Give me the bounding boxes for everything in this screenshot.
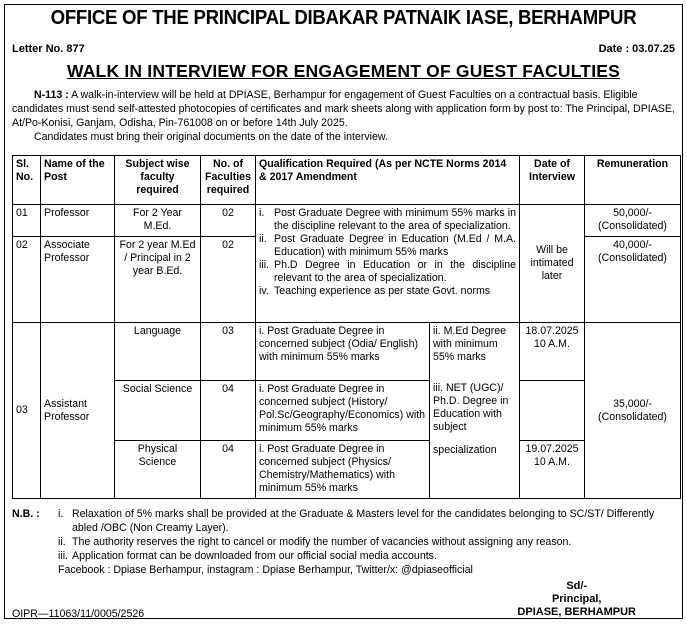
row3-q1-social: i. Post Graduate Degree in concerned subject (History/ Pol.Sc/Geography/Economics) with minimum 55% marks bbox=[256, 381, 430, 441]
row1-faculties: 02 bbox=[201, 205, 256, 237]
intro-text: A walk-in-interview will be held at DPIASE, Berhampur for engagement of Guest Faculties on a contractual basis. Eligible candidates must send self-attested photocopies of certificates and mark sheets along with application form by post to: The Principal, DPIASE, At/Po-Konisi, Ganjam, Odisha, Pin-761008 on or before 14th July 2025. bbox=[12, 89, 675, 129]
note-item: ii. The authority reserves the right to cancel or modify the number of vacancies without assigning any reason. bbox=[58, 536, 572, 548]
row3-date-social bbox=[520, 381, 585, 441]
letter-date: Date : 03.07.25 bbox=[598, 43, 675, 55]
row3-sl: 03 bbox=[13, 323, 41, 499]
header-date: Date of Interview bbox=[520, 156, 585, 205]
office-title: OFFICE OF THE PRINCIPAL DIBAKAR PATNAIK IASE, BERHAMPUR bbox=[50, 7, 637, 29]
row3-date-physical: 19.07.2025 10 A.M. bbox=[520, 441, 585, 499]
row3-post: Assistant Professor bbox=[41, 323, 115, 499]
row1-sl: 01 bbox=[13, 205, 41, 237]
qual-item: iii. Ph.D Degree in Education or in the discipline relevant to the area of specialization. bbox=[259, 259, 516, 284]
signature-block bbox=[517, 580, 636, 619]
row3-faculties-physical: 04 bbox=[201, 441, 256, 499]
row2-post: Associate Professor bbox=[41, 237, 115, 323]
row2-remuneration: 40,000/- (Consolidated) bbox=[585, 237, 681, 323]
qualification-list bbox=[256, 205, 520, 323]
note-item: iii. Application format can be downloaded from our official social media accounts. bbox=[58, 550, 437, 562]
intro-ref: N-113 : bbox=[34, 89, 69, 101]
row3-remuneration: 35,000/- (Consolidated) bbox=[585, 323, 681, 499]
row2-subject: For 2 year M.Ed / Principal in 2 year B.Ed. bbox=[115, 237, 201, 323]
letter-number: Letter No. 877 bbox=[12, 43, 85, 55]
note-item: N.B. : i. Relaxation of 5% marks shall be provided at the Graduate & Masters level for the candidates belonging to SC/ST/ Differently abled /OBC (Non Creamy Layer). bbox=[12, 508, 655, 534]
row3-common-q2: ii. M.Ed Degree with minimum 55% marks bbox=[433, 325, 507, 363]
header-post: Name of the Post bbox=[41, 156, 115, 205]
qual-item: ii. Post Graduate Degree in Education (M.Ed / M.A. Education) with minimum 55% marks bbox=[259, 233, 516, 258]
row2-sl: 02 bbox=[13, 237, 41, 323]
header-faculties: No. of Faculties required bbox=[201, 156, 256, 205]
header-qualification: Qualification Required (As per NCTE Norms 2014 & 2017 Amendment bbox=[256, 156, 520, 205]
notice-heading: WALK IN INTERVIEW FOR ENGAGEMENT OF GUEST FACULTIES bbox=[66, 61, 621, 81]
notes-block bbox=[12, 507, 677, 577]
row3-faculties-language: 03 bbox=[201, 323, 256, 381]
row3-subject-physical: Physical Science bbox=[115, 441, 201, 499]
advertisement-page bbox=[4, 4, 683, 619]
row1-subject: For 2 Year M.Ed. bbox=[115, 205, 201, 237]
footer-ref: OIPR—11063/11/0005/2526 bbox=[12, 608, 145, 620]
intro-paragraph bbox=[12, 88, 675, 144]
row3-subject-language: Language bbox=[115, 323, 201, 381]
row3-common-q3: iii. NET (UGC)/ Ph.D. Degree in Education with subject bbox=[433, 382, 509, 433]
interview-date-a: Will be intimated later bbox=[520, 205, 585, 323]
table-header-row bbox=[13, 156, 681, 205]
row3-faculties-social: 04 bbox=[201, 381, 256, 441]
intro-line2: Candidates must bring their original documents on the date of the interview. bbox=[34, 131, 388, 143]
qual-item: i. Post Graduate Degree with minimum 55% marks in the discipline relevant to the area of specialization. bbox=[259, 207, 516, 232]
signature-org: DPIASE, BERHAMPUR bbox=[517, 606, 636, 618]
row3-date-language: 18.07.2025 10 A.M. bbox=[520, 323, 585, 381]
row3-common-qualification bbox=[430, 323, 520, 499]
vacancy-table bbox=[12, 155, 681, 499]
row3-q1-language: i. Post Graduate Degree in concerned subject (Odia/ English) with minimum 55% marks bbox=[256, 323, 430, 381]
row3-common-q4: specialization bbox=[433, 444, 497, 456]
qual-item: iv. Teaching experience as per state Govt. norms bbox=[259, 285, 491, 297]
nb-label: N.B. : bbox=[12, 508, 40, 520]
row3-subject-social: Social Science bbox=[115, 381, 201, 441]
row1-remuneration: 50,000/- (Consolidated) bbox=[585, 205, 681, 237]
table-row bbox=[13, 205, 681, 237]
row1-post: Professor bbox=[41, 205, 115, 237]
signature-sd: Sd/- bbox=[566, 580, 588, 592]
social-media-links: Facebook : Dpiase Berhampur, instagram : Dpiase Berhampur, Twitter/x: @dpiaseofficial bbox=[58, 564, 473, 576]
header-remuneration: Remuneration bbox=[585, 156, 681, 205]
row3-q1-physical: i. Post Graduate Degree in concerned subject (Physics/ Chemistry/Mathematics) with minimum 55% marks bbox=[256, 441, 430, 499]
header-sl: Sl. No. bbox=[13, 156, 41, 205]
table-row bbox=[13, 323, 681, 381]
header-subject: Subject wise faculty required bbox=[115, 156, 201, 205]
signature-role: Principal, bbox=[551, 593, 602, 605]
row2-faculties: 02 bbox=[201, 237, 256, 323]
